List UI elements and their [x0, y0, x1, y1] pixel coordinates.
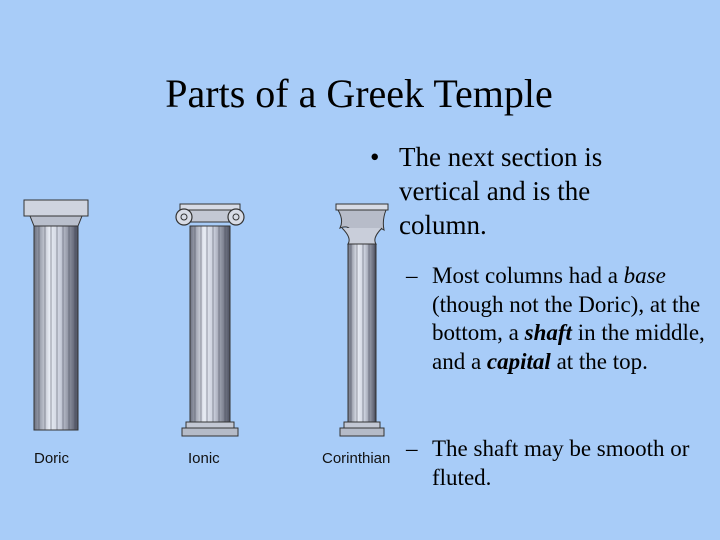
- sub-bullet-text: [432, 435, 720, 492]
- text-run: in the middle, and a: [432, 320, 705, 374]
- doric-column: [24, 200, 88, 430]
- corinthian-column: [336, 204, 388, 436]
- columns-drawing: [0, 190, 400, 480]
- emphasized-term: capital: [486, 348, 551, 374]
- doric-label: Doric: [34, 450, 70, 467]
- corinthian-label: Corinthian: [322, 450, 391, 467]
- text-run: Most columns had a: [432, 263, 624, 288]
- sub-bullet-text: [432, 262, 720, 376]
- sub-bullet-marker: –: [406, 436, 418, 461]
- ionic-label: Ionic: [188, 450, 220, 467]
- slide-title: Parts of a Greek Temple: [165, 71, 553, 116]
- bullet-marker: •: [370, 142, 380, 172]
- text-run: The shaft may be smooth or fluted.: [432, 436, 690, 490]
- sub-bullet-marker: –: [406, 263, 418, 288]
- ionic-column: [176, 204, 244, 436]
- emphasized-term: base: [623, 263, 666, 288]
- greek-columns-illustration: [0, 190, 400, 480]
- text-run: (though not the Doric), at the bottom, a: [432, 291, 701, 345]
- text-run: at the top.: [550, 348, 648, 374]
- emphasized-term: shaft: [524, 320, 572, 345]
- bullet-text: The next section is vertical and is the column.: [399, 142, 603, 240]
